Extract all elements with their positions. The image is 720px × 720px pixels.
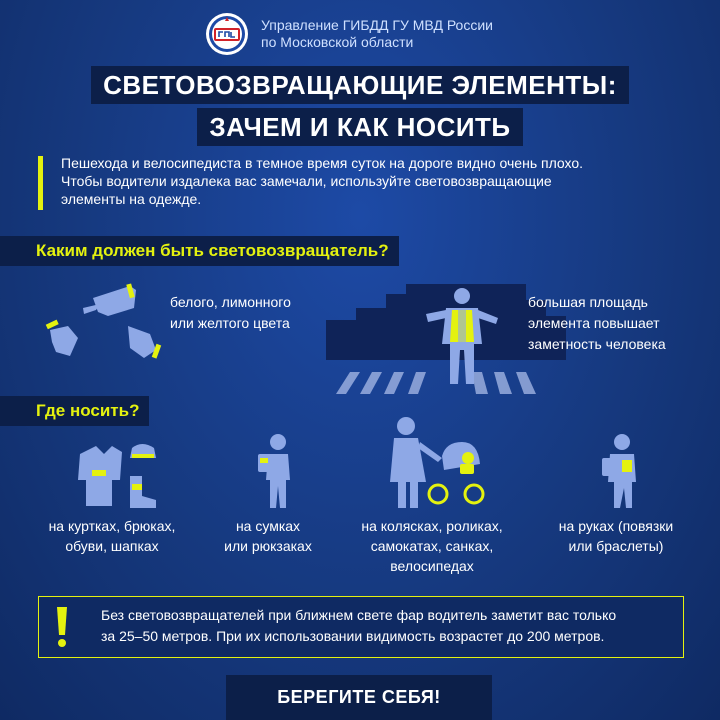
- page-title: [0, 66, 720, 146]
- where-item-line: велосипедах: [390, 558, 474, 574]
- where-item-line: на сумках: [235, 518, 301, 534]
- armband-child-icon: [596, 432, 646, 512]
- gibdd-emblem-icon: [205, 12, 249, 56]
- where-item-line: или рюкзаках: [224, 538, 312, 554]
- area-text-line-2: элемента повышает: [528, 315, 660, 331]
- org-line-2: по Московской области: [261, 34, 414, 50]
- title-line-2: ЗАЧЕМ И КАК НОСИТЬ: [197, 108, 522, 146]
- backpack-child-icon: [250, 432, 300, 512]
- where-item-clothes: [20, 516, 204, 556]
- accent-bar: [38, 156, 43, 210]
- where-item-line: на куртках, брюках,: [48, 518, 176, 534]
- where-item-line: самокатах, санках,: [370, 538, 494, 554]
- org-line-1: Управление ГИБДД ГУ МВД России: [261, 17, 493, 33]
- color-text-line-2: или желтого цвета: [170, 315, 290, 331]
- section-what-heading: Каким должен быть световозвращатель?: [0, 236, 399, 266]
- area-text-line-3: заметность человека: [528, 336, 666, 352]
- hands-bracelets-icon: [38, 278, 170, 378]
- exclamation-icon: [55, 605, 69, 649]
- intro-line-2: Чтобы водители издалека вас замечали, используйте световозвращающие: [61, 173, 552, 189]
- warning-box: [38, 596, 684, 658]
- where-item-bags: [204, 516, 332, 556]
- intro-block: [38, 154, 688, 210]
- section-where-heading: Где носить?: [0, 396, 149, 426]
- organization-name: [261, 17, 493, 51]
- footer-slogan: БЕРЕГИТЕ СЕБЯ!: [277, 687, 441, 707]
- color-text-line-1: белого, лимонного: [170, 294, 291, 310]
- where-item-strollers: [340, 516, 524, 576]
- color-text: [170, 292, 291, 334]
- where-item-arms: [532, 516, 700, 556]
- where-item-line: на колясках, роликах,: [361, 518, 503, 534]
- intro-line-3: элементы на одежде.: [61, 191, 202, 207]
- title-line-1: СВЕТОВОЗВРАЩАЮЩИЕ ЭЛЕМЕНТЫ:: [91, 66, 629, 104]
- warning-text: [101, 605, 671, 647]
- intro-text: [61, 154, 583, 210]
- warning-line-1: Без световозвращателей при ближнем свете фар водитель заметит вас только: [101, 607, 617, 623]
- area-text-line-1: большая площадь: [528, 294, 648, 310]
- intro-line-1: Пешехода и велосипедиста в темное время суток на дороге видно очень плохо.: [61, 155, 584, 171]
- warning-line-2: за 25–50 метров. При их использовании видимость возрастет до 200 метров.: [101, 628, 605, 644]
- area-text: [528, 292, 666, 355]
- where-item-line: обуви, шапках: [65, 538, 159, 554]
- where-item-line: или браслеты): [568, 538, 664, 554]
- header: [205, 10, 493, 58]
- stroller-mother-icon: [382, 412, 492, 512]
- clothes-icon: [70, 440, 162, 512]
- footer-band: [226, 675, 492, 720]
- where-item-line: на руках (повязки: [558, 518, 674, 534]
